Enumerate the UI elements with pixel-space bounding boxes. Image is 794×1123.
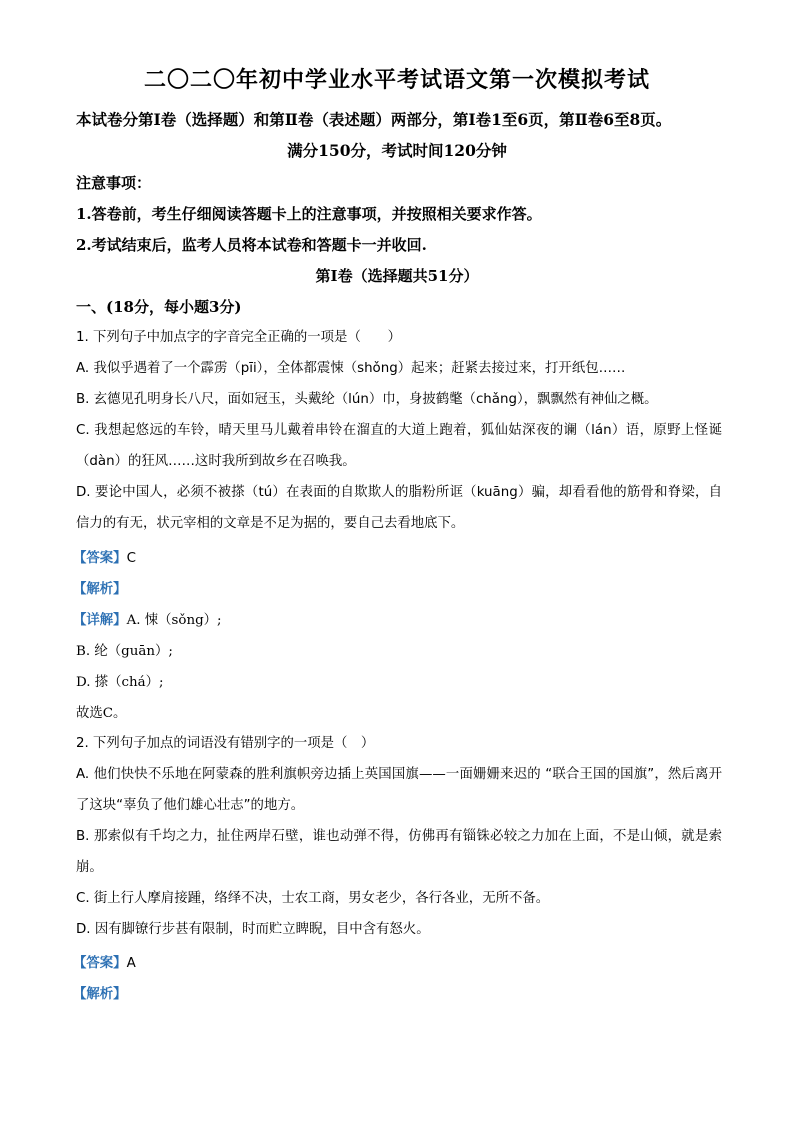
q1-answer (73, 547, 136, 566)
q1-option-a: A. 我似乎遇着了一个霹雳（pīi），全体都震悚（shǒng）起来；赶紧去接过来，打开纸包…… (76, 361, 626, 376)
q2-answer (73, 952, 136, 971)
detail-a-text: A. 悚（sǒng）; (126, 613, 222, 628)
notice-item-1: 1.答卷前，考生仔细阅读答题卡上的注意事项，并按照相关要求作答。 (76, 205, 542, 223)
q2-analysis (73, 983, 127, 1002)
q2-option-c: C. 街上行人摩肩接踵，络绎不决，士农工商，男女老少，各行各业，无所不备。 (76, 891, 550, 906)
part1-heading: 一、(18分，每小题3分) (76, 298, 242, 316)
notice-heading: 注意事项： (76, 174, 152, 192)
q1-analysis (73, 578, 127, 597)
answer-label: 【答案】 (73, 551, 127, 566)
detail-label: 【详解】 (73, 612, 127, 628)
exam-intro-line2: 满分150分，考试时间120分钟 (287, 141, 507, 160)
q1-conclusion: 故选C。 (76, 706, 127, 721)
q1-option-d: D. 要论中国人，必须不被搽（tú）在表面的自欺欺人的脂粉所诓（kuāng）骗，却看看他的筋骨和脊梁，自信力的有无，状元宰相的文章是不足为据的，要自己去看地底下。 (76, 485, 722, 531)
section1-heading: 第Ⅰ卷（选择题共51分） (315, 267, 479, 285)
answer-value: A (126, 956, 136, 971)
q2-stem: 2. 下列句子加点的词语没有错别字的一项是（ ） (76, 736, 375, 751)
exam-intro-line1: 本试卷分第Ⅰ卷（选择题）和第Ⅱ卷（表述题）两部分，第Ⅰ卷1至6页，第Ⅱ卷6至8页。 (76, 110, 672, 129)
q1-option-b: B. 玄德见孔明身长八尺，面如冠玉，头戴纶（lún）巾，身披鹤氅（chǎng），飘飘然有神仙之概。 (76, 392, 658, 407)
analysis-label: 【解析】 (73, 582, 127, 597)
analysis-label: 【解析】 (73, 987, 127, 1002)
q1-detail-a (73, 609, 222, 628)
q1-stem: 1. 下列句子中加点字的字音完全正确的一项是（ ） (76, 330, 402, 345)
notice-item-2: 2.考试结束后，监考人员将本试卷和答题卡一并收回. (76, 236, 427, 254)
exam-title: 二〇二〇年初中学业水平考试语文第一次模拟考试 (143, 67, 650, 93)
q2-option-a: A. 他们快快不乐地在阿蒙森的胜利旗帜旁边插上英国国旗——一面姗姗来迟的 “联合王国的国旗”，然后离开了这块“辜负了他们雄心壮志”的地方。 (76, 767, 722, 813)
answer-label: 【答案】 (73, 956, 127, 971)
q2-option-d: D. 因有脚镣行步甚有限制，时而贮立睥睨，目中含有怒火。 (76, 922, 430, 937)
q1-detail-b: B. 纶（guān）; (76, 644, 173, 659)
answer-value: C (126, 551, 136, 566)
q1-detail-d: D. 搽（chá）; (76, 675, 164, 690)
q1-option-c: C. 我想起悠远的车铃，晴天里马儿戴着串铃在溜直的大道上跑着，狐仙姑深夜的谰（lán）语，原野上怪诞（dàn）的狂风……这时我所到故乡在召唤我。 (76, 423, 722, 469)
q2-option-b: B. 那索似有千均之力，扯住两岸石壁，谁也动弹不得，仿佛再有锱铢必较之力加在上面，不是山倾，就是索崩。 (76, 829, 722, 875)
